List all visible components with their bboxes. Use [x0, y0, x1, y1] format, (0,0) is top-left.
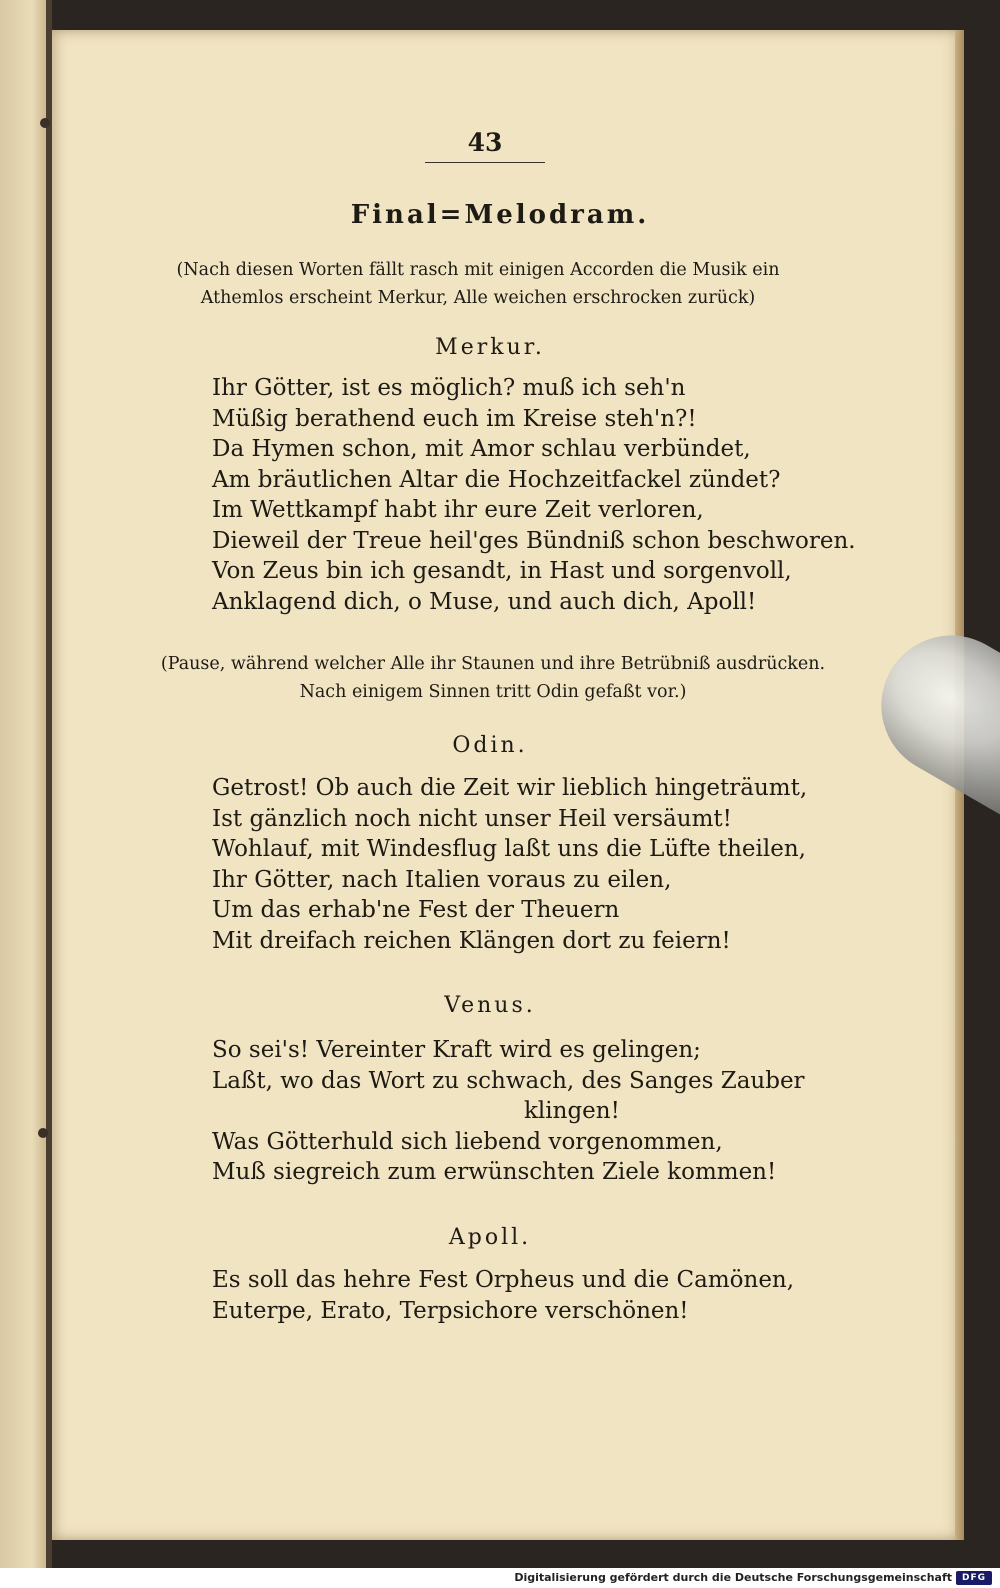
verse-line: Da Hymen schon, mit Amor schlau verbündet, [212, 436, 751, 462]
verse-line: Was Götterhuld sich liebend vorgenommen, [212, 1128, 723, 1155]
stage-direction-line: Nach einigem Sinnen tritt Odin gefaßt vor.) [299, 682, 687, 702]
verse-line: So sei's! Vereinter Kraft wird es gelingen; [212, 1037, 701, 1063]
verse-line: Laßt, wo das Wort zu schwach, des Sanges Zauber [212, 1067, 805, 1094]
verse-line: Am bräutlichen Altar die Hochzeitfackel zündet? [212, 466, 781, 493]
verse-line: Dieweil der Treue heil'ges Bündniß schon beschworen. [212, 527, 856, 554]
speaker-venus: Venus. [444, 993, 536, 1018]
speaker-apoll: Apoll. [448, 1225, 532, 1250]
verse-line: Euterpe, Erato, Terpsichore verschönen! [212, 1297, 689, 1324]
verse-line: Es soll das hehre Fest Orpheus und die Camönen, [212, 1267, 795, 1293]
speaker-odin: Odin. [452, 733, 528, 758]
verse-line: Mit dreifach reichen Klängen dort zu feiern! [212, 927, 731, 954]
verse-apoll [212, 1265, 852, 1326]
verse-line: Ist gänzlich noch nicht unser Heil versäumt! [212, 805, 732, 832]
stage-direction-line: (Nach diesen Worten fällt rasch mit einigen Accorden die Musik ein [176, 260, 780, 280]
funding-credit: Digitalisierung gefördert durch die Deutsche Forschungsgemeinschaft [514, 1571, 952, 1584]
verse-odin [212, 773, 852, 956]
verse-line: Müßig berathend euch im Kreise steh'n?! [212, 405, 697, 432]
speaker-merkur: Merkur. [435, 335, 545, 360]
verse-merkur [212, 373, 856, 617]
verse-line: Getrost! Ob auch die Zeit wir lieblich hingeträumt, [212, 775, 808, 801]
stage-direction-line: Athemlos erscheint Merkur, Alle weichen erschrocken zurück) [200, 288, 756, 308]
page-number: 43 [467, 128, 503, 157]
footer-bar [0, 1568, 1000, 1588]
verse-line: Ihr Götter, ist es möglich? muß ich seh'n [212, 375, 686, 401]
stage-direction-line: (Pause, während welcher Alle ihr Staunen und ihre Betrübniß ausdrücken. [160, 654, 826, 674]
verse-line: Muß siegreich zum erwünschten Ziele kommen! [212, 1159, 777, 1185]
dfg-logo-icon: DFG [956, 1571, 992, 1585]
verse-line-continuation: klingen! [524, 1098, 620, 1124]
stage-direction [128, 256, 828, 312]
verse-line: Wohlauf, mit Windesflug laßt uns die Lüfte theilen, [212, 836, 806, 862]
verse-venus [212, 1035, 852, 1188]
verse-line: Anklagend dich, o Muse, und auch dich, Apoll! [212, 588, 757, 615]
section-title: Final=Melodram. [350, 200, 650, 230]
stage-direction [143, 650, 843, 706]
verse-line: Ihr Götter, nach Italien voraus zu eilen, [212, 866, 672, 893]
verse-line: Von Zeus bin ich gesandt, in Hast und sorgenvoll, [212, 558, 792, 584]
page-number-rule [425, 162, 545, 163]
verse-line: Im Wettkampf habt ihr eure Zeit verloren, [212, 497, 704, 523]
verse-line: Um das erhab'ne Fest der Theuern [212, 897, 620, 923]
